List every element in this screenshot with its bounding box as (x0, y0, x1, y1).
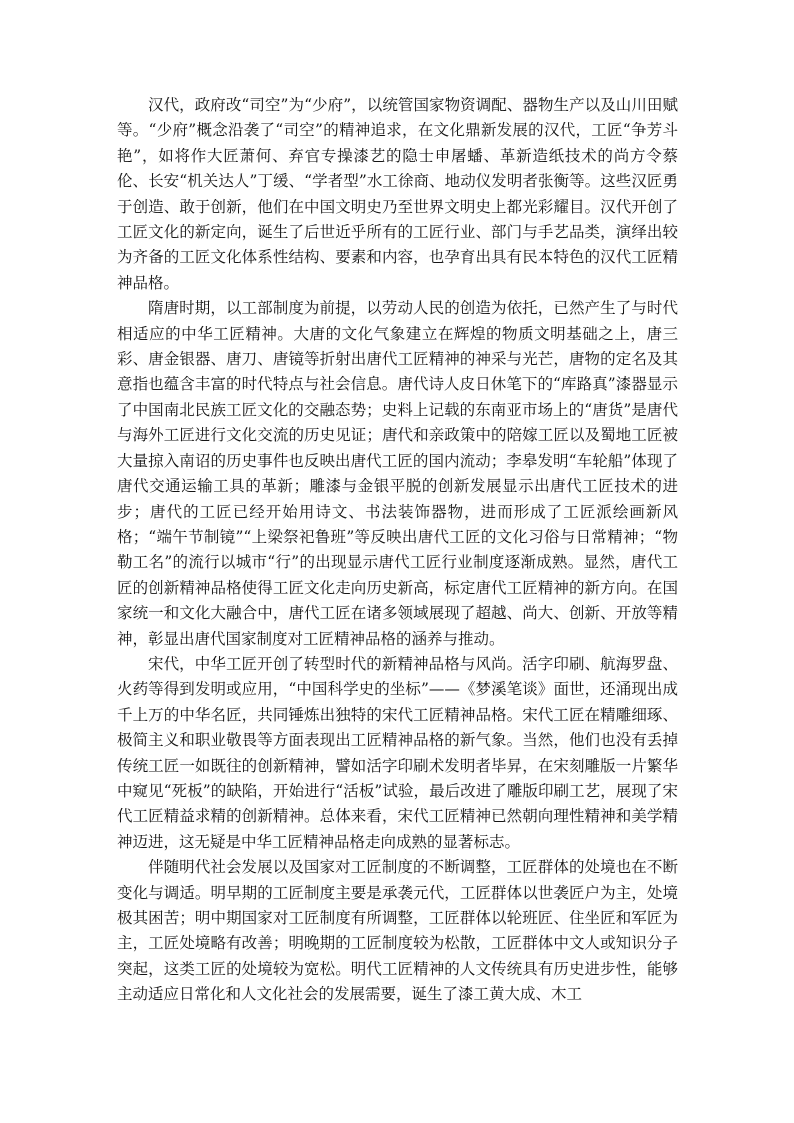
paragraph-han-dynasty: 汉代，政府改“司空”为“少府”，以统管国家物资调配、器物生产以及山川田赋等。“少府”概念沿袭了“司空”的精神追求，在文化鼎新发展的汉代，工匠“争芳斗艳”，如将作大匠萧何、弃官专操漆艺的隐士申屠蟠、革新造纸技术的尚方令蔡伦、长安“机关达人”丁缓、“学者型”水工徐商、地动仪发明者张衡等。这些汉匠勇于创造、敢于创新，他们在中国文明史乃至世界文明史上都光彩耀目。汉代开创了工匠文化的新定向，诞生了后世近乎所有的工匠行业、部门与手艺品类，演绎出较为齐备的工匠文化体系性结构、要素和内容，也孕育出具有民本特色的汉代工匠精神品格。 (117, 96, 678, 292)
paragraph-song-dynasty: 宋代，中华工匠开创了转型时代的新精神品格与风尚。活字印刷、航海罗盘、火药等得到发明或应用，“中国科学史的坐标”——《梦溪笔谈》面世，还涌现出成千上万的中华名匠，共同锤炼出独特的宋代工匠精神品格。宋代工匠在精雕细琢、极简主义和职业敬畏等方面表现出工匠精神品格的新气象。当然，他们也没有丢掉传统工匠一如既往的创新精神，譬如活字印刷术发明者毕昇，在宋刻雕版一片繁华中窥见“死板”的缺陷，开始进行“活板”试验，最后改进了雕版印刷工艺，展现了宋代工匠精益求精的创新精神。总体来看，宋代工匠精神已然朝向理性精神和美学精神迈进，这无疑是中华工匠精神品格走向成熟的显著标志。 (117, 654, 678, 851)
paragraph-ming-dynasty: 伴随明代社会发展以及国家对工匠制度的不断调整，工匠群体的处境也在不断变化与调适。明早期的工匠制度主要是承袭元代，工匠群体以世袭匠户为主，处境极其困苦；明中期国家对工匠制度有所调整，工匠群体以轮班匠、住坐匠和军匠为主，工匠处境略有改善；明晚期的工匠制度较为松散，工匠群体中文人或知识分子突起，这类工匠的处境较为宽松。明代工匠精神的人文传统具有历史进步性，能够主动适应日常化和人文化社会的发展需要，诞生了漆工黄大成、木工 (117, 858, 678, 1004)
paragraph-sui-tang-dynasty: 隋唐时期，以工部制度为前提，以劳动人民的创造为依托，已然产生了与时代相适应的中华工匠精神。大唐的文化气象建立在辉煌的物质文明基础之上，唐三彩、唐金银器、唐刀、唐镜等折射出唐代工匠精神的神采与光芒，唐物的定名及其意指也蕴含丰富的时代特点与社会信息。唐代诗人皮日休笔下的“库路真”漆器显示了中国南北民族工匠文化的交融态势；史料上记载的东南亚市场上的“唐货”是唐代与海外工匠进行文化交流的历史见证；唐代和亲政策中的陪嫁工匠以及蜀地工匠被大量掠入南诏的历史事件也反映出唐代工匠的国内流动；李皋发明“车轮船”体现了唐代交通运输工具的革新；雕漆与金银平脱的创新发展显示出唐代工匠技术的进步；唐代的工匠已经开始用诗文、书法装饰器物，进而形成了工匠派绘画新风格；“端午节制镜”“上梁祭祀鲁班”等反映出唐代工匠的文化习俗与日常精神；“物勒工名”的流行以城市“行”的出现显示唐代工匠行业制度逐渐成熟。显然，唐代工匠的创新精神品格使得工匠文化走向历史新高，标定唐代工匠精神的新方向。在国家统一和文化大融合中，唐代工匠在诸多领域展现了超越、尚大、创新、开放等精神，彰显出唐代国家制度对工匠精神品格的涵养与推动。 (117, 299, 678, 648)
document-body (117, 93, 678, 1008)
